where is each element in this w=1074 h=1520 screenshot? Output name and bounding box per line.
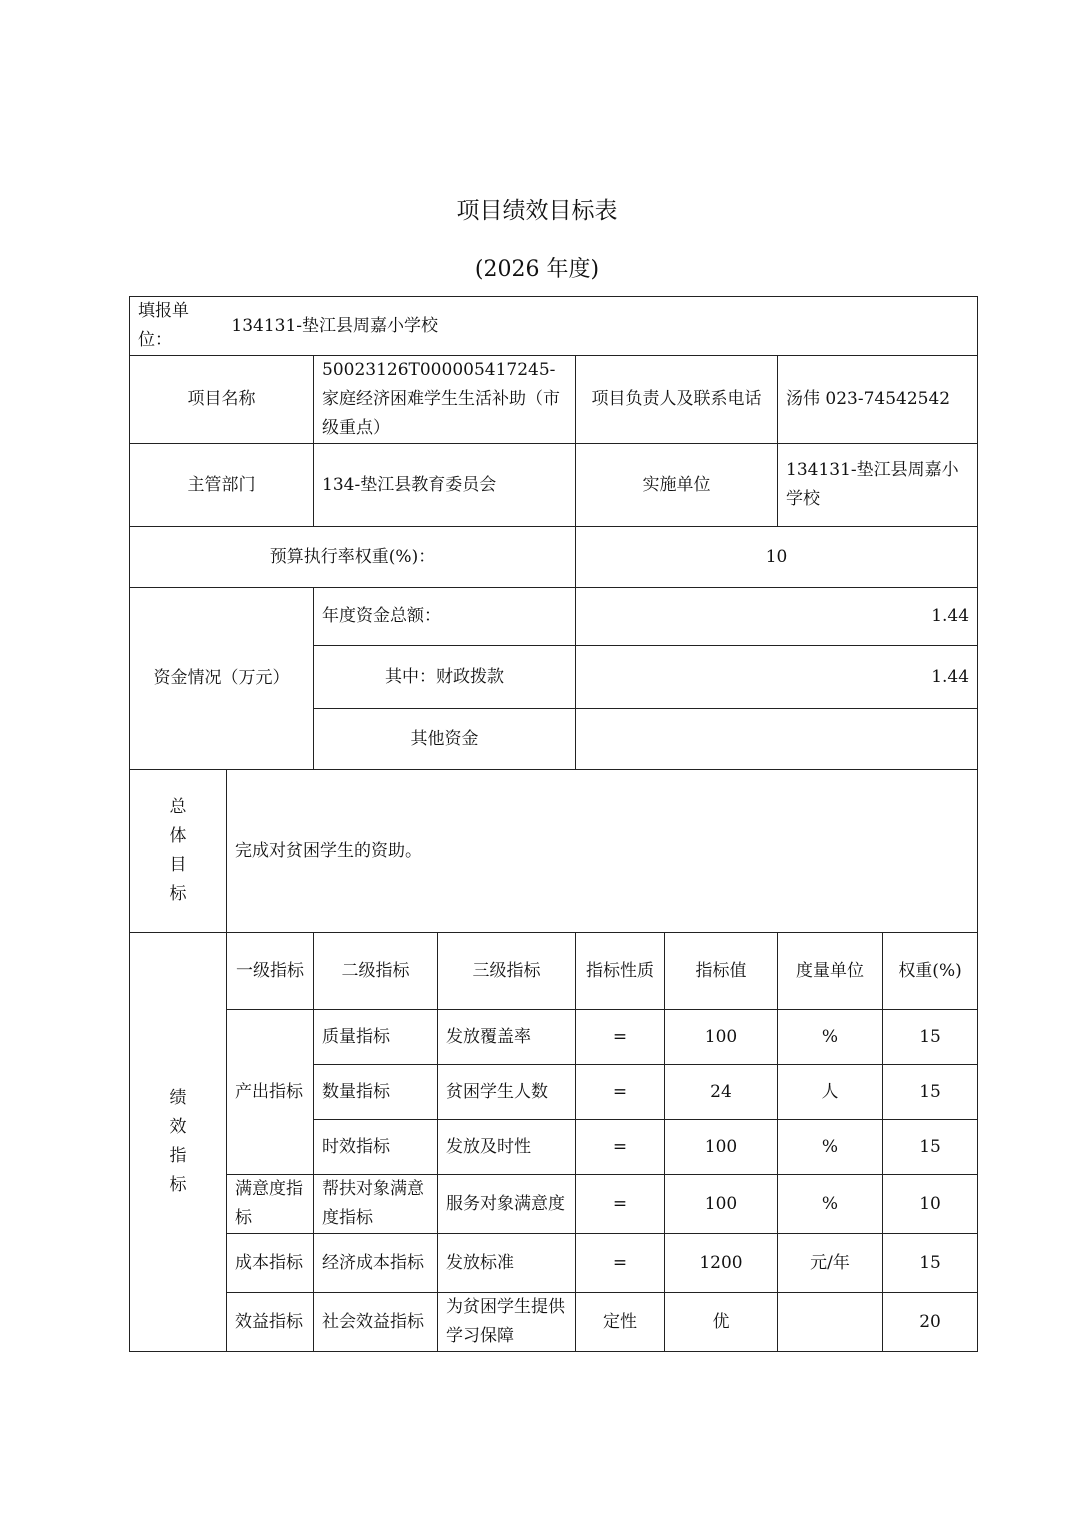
row-nature: = bbox=[576, 1175, 665, 1234]
table-row bbox=[130, 1234, 978, 1293]
page-title: 项目绩效目标表 bbox=[456, 198, 618, 224]
row-unit: 人 bbox=[778, 1065, 883, 1120]
row-nature: 定性 bbox=[576, 1293, 665, 1352]
header-nature: 指标性质 bbox=[576, 933, 665, 1010]
row-nature: = bbox=[576, 1065, 665, 1120]
row-unit: % bbox=[778, 1010, 883, 1065]
row-unit: % bbox=[778, 1120, 883, 1175]
fill-unit-value: 134131-垫江县周嘉小学校 bbox=[231, 315, 439, 336]
row-weight: 20 bbox=[883, 1293, 978, 1352]
row-l3: 发放覆盖率 bbox=[438, 1010, 576, 1065]
row-value: 100 bbox=[665, 1120, 778, 1175]
row-weight: 15 bbox=[883, 1234, 978, 1293]
row-l3: 发放标准 bbox=[438, 1234, 576, 1293]
row-unit: 元/年 bbox=[778, 1234, 883, 1293]
row-nature: = bbox=[576, 1234, 665, 1293]
fill-unit-label: 填报单位： bbox=[138, 301, 189, 350]
row-l2: 社会效益指标 bbox=[314, 1293, 438, 1352]
department-label: 主管部门 bbox=[130, 444, 314, 527]
row-weight: 15 bbox=[883, 1120, 978, 1175]
project-lead-label: 项目负责人及联系电话 bbox=[576, 356, 778, 444]
table-row bbox=[130, 1010, 978, 1065]
row-value: 优 bbox=[665, 1293, 778, 1352]
project-name-value: 50023126T000005417245-家庭经济困难学生生活补助（市级重点） bbox=[314, 356, 576, 444]
row-weight: 15 bbox=[883, 1065, 978, 1120]
funds-total-label: 年度资金总额： bbox=[314, 588, 576, 646]
page-subtitle: (2026 年度) bbox=[474, 257, 600, 282]
row-l3: 贫困学生人数 bbox=[438, 1065, 576, 1120]
row-l3: 服务对象满意度 bbox=[438, 1175, 576, 1234]
row-l1: 满意度指标 bbox=[227, 1175, 314, 1234]
budget-rate-value: 10 bbox=[576, 527, 978, 588]
goal-label-text: 总体目标 bbox=[169, 797, 187, 904]
row-nature: = bbox=[576, 1010, 665, 1065]
row-value: 100 bbox=[665, 1010, 778, 1065]
row-unit: % bbox=[778, 1175, 883, 1234]
fill-unit-row bbox=[130, 297, 978, 356]
row-l2: 帮扶对象满意度指标 bbox=[314, 1175, 438, 1234]
row-value: 1200 bbox=[665, 1234, 778, 1293]
row-l2: 经济成本指标 bbox=[314, 1234, 438, 1293]
funds-total-value: 1.44 bbox=[576, 588, 978, 646]
funds-other-label: 其他资金 bbox=[314, 709, 576, 770]
impl-unit-label: 实施单位 bbox=[576, 444, 778, 527]
goal-value: 完成对贫困学生的资助。 bbox=[227, 770, 978, 933]
row-l2: 时效指标 bbox=[314, 1120, 438, 1175]
row-l3: 为贫困学生提供学习保障 bbox=[438, 1293, 576, 1352]
header-l1: 一级指标 bbox=[227, 933, 314, 1010]
header-l3: 三级指标 bbox=[438, 933, 576, 1010]
header-l2: 二级指标 bbox=[314, 933, 438, 1010]
performance-table bbox=[129, 296, 978, 1352]
row-unit bbox=[778, 1293, 883, 1352]
funds-fiscal-value: 1.44 bbox=[576, 646, 978, 709]
row-l2: 质量指标 bbox=[314, 1010, 438, 1065]
row-weight: 10 bbox=[883, 1175, 978, 1234]
impl-unit-value: 134131-垫江县周嘉小学校 bbox=[778, 444, 978, 527]
indicators-label-text: 绩效指标 bbox=[169, 1088, 187, 1195]
table-row bbox=[130, 1175, 978, 1234]
header-unit: 度量单位 bbox=[778, 933, 883, 1010]
row-value: 24 bbox=[665, 1065, 778, 1120]
funds-label-text: 资金情况（万元） bbox=[153, 668, 290, 688]
goal-label bbox=[130, 770, 227, 933]
row-l1: 成本指标 bbox=[227, 1234, 314, 1293]
table-row bbox=[130, 1293, 978, 1352]
project-name-label: 项目名称 bbox=[130, 356, 314, 444]
row-l1: 效益指标 bbox=[227, 1293, 314, 1352]
header-value: 指标值 bbox=[665, 933, 778, 1010]
funds-other-value bbox=[576, 709, 978, 770]
row-l3: 发放及时性 bbox=[438, 1120, 576, 1175]
funds-label bbox=[130, 588, 314, 770]
project-lead-value: 汤伟 023-74542542 bbox=[778, 356, 978, 444]
funds-fiscal-label: 其中：财政拨款 bbox=[314, 646, 576, 709]
row-l2: 数量指标 bbox=[314, 1065, 438, 1120]
row-value: 100 bbox=[665, 1175, 778, 1234]
row-nature: = bbox=[576, 1120, 665, 1175]
header-weight: 权重(%) bbox=[883, 933, 978, 1010]
row-weight: 15 bbox=[883, 1010, 978, 1065]
indicators-label bbox=[130, 933, 227, 1352]
row-l1: 产出指标 bbox=[227, 1010, 314, 1175]
department-value: 134-垫江县教育委员会 bbox=[314, 444, 576, 527]
budget-rate-label: 预算执行率权重(%)： bbox=[130, 527, 576, 588]
